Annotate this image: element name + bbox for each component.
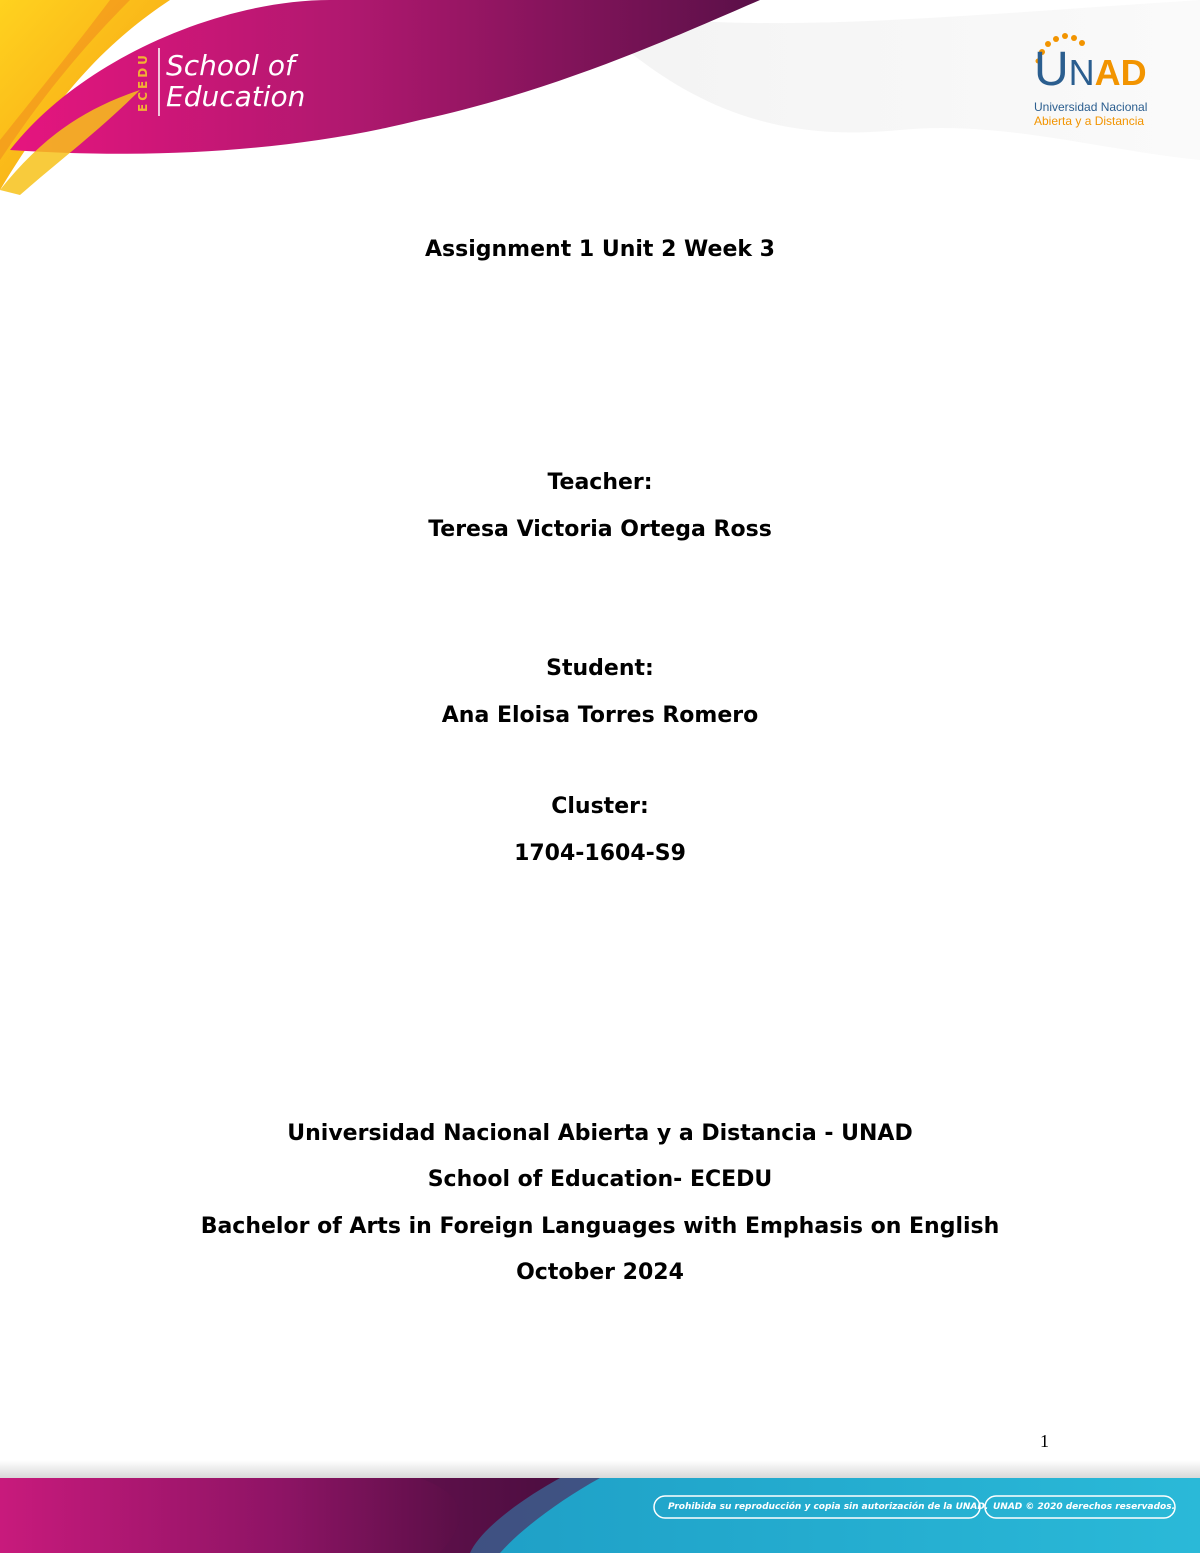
- cluster-value: 1704-1604-S9: [514, 841, 686, 866]
- unad-name-line1: Universidad Nacional: [1034, 100, 1148, 114]
- page-number: 1: [1040, 1431, 1049, 1451]
- footer-rights-notice: UNAD © 2020 derechos reservados.: [993, 1502, 1176, 1512]
- unad-ad-letters: AD: [1094, 52, 1147, 93]
- education-text: Education: [166, 80, 306, 113]
- unad-n-letter: N: [1068, 52, 1095, 93]
- student-label: Student:: [546, 656, 654, 681]
- unad-u-letter: U: [1034, 43, 1069, 96]
- institution-name: Universidad Nacional Abierta y a Distancia - UNAD: [287, 1121, 913, 1146]
- unad-name-line2: Abierta y a Distancia: [1034, 114, 1145, 128]
- program-name: Bachelor of Arts in Foreign Languages with Emphasis on English: [200, 1214, 1000, 1239]
- footer-copy-notice: Prohibida su reproducción y copia sin autorización de la UNAD.: [668, 1502, 989, 1512]
- school-name: School of Education- ECEDU: [427, 1167, 773, 1192]
- document-title: Assignment 1 Unit 2 Week 3: [425, 237, 775, 262]
- teacher-label: Teacher:: [547, 470, 653, 495]
- teacher-name: Teresa Victoria Ortega Ross: [428, 517, 772, 542]
- school-of-text: School of: [166, 49, 295, 82]
- cluster-label: Cluster:: [551, 794, 649, 819]
- unad-logo: [1030, 30, 1170, 130]
- ecedu-vertical-label: ECEDU: [136, 52, 150, 112]
- document-date: October 2024: [516, 1260, 684, 1285]
- student-name: Ana Eloisa Torres Romero: [441, 703, 759, 728]
